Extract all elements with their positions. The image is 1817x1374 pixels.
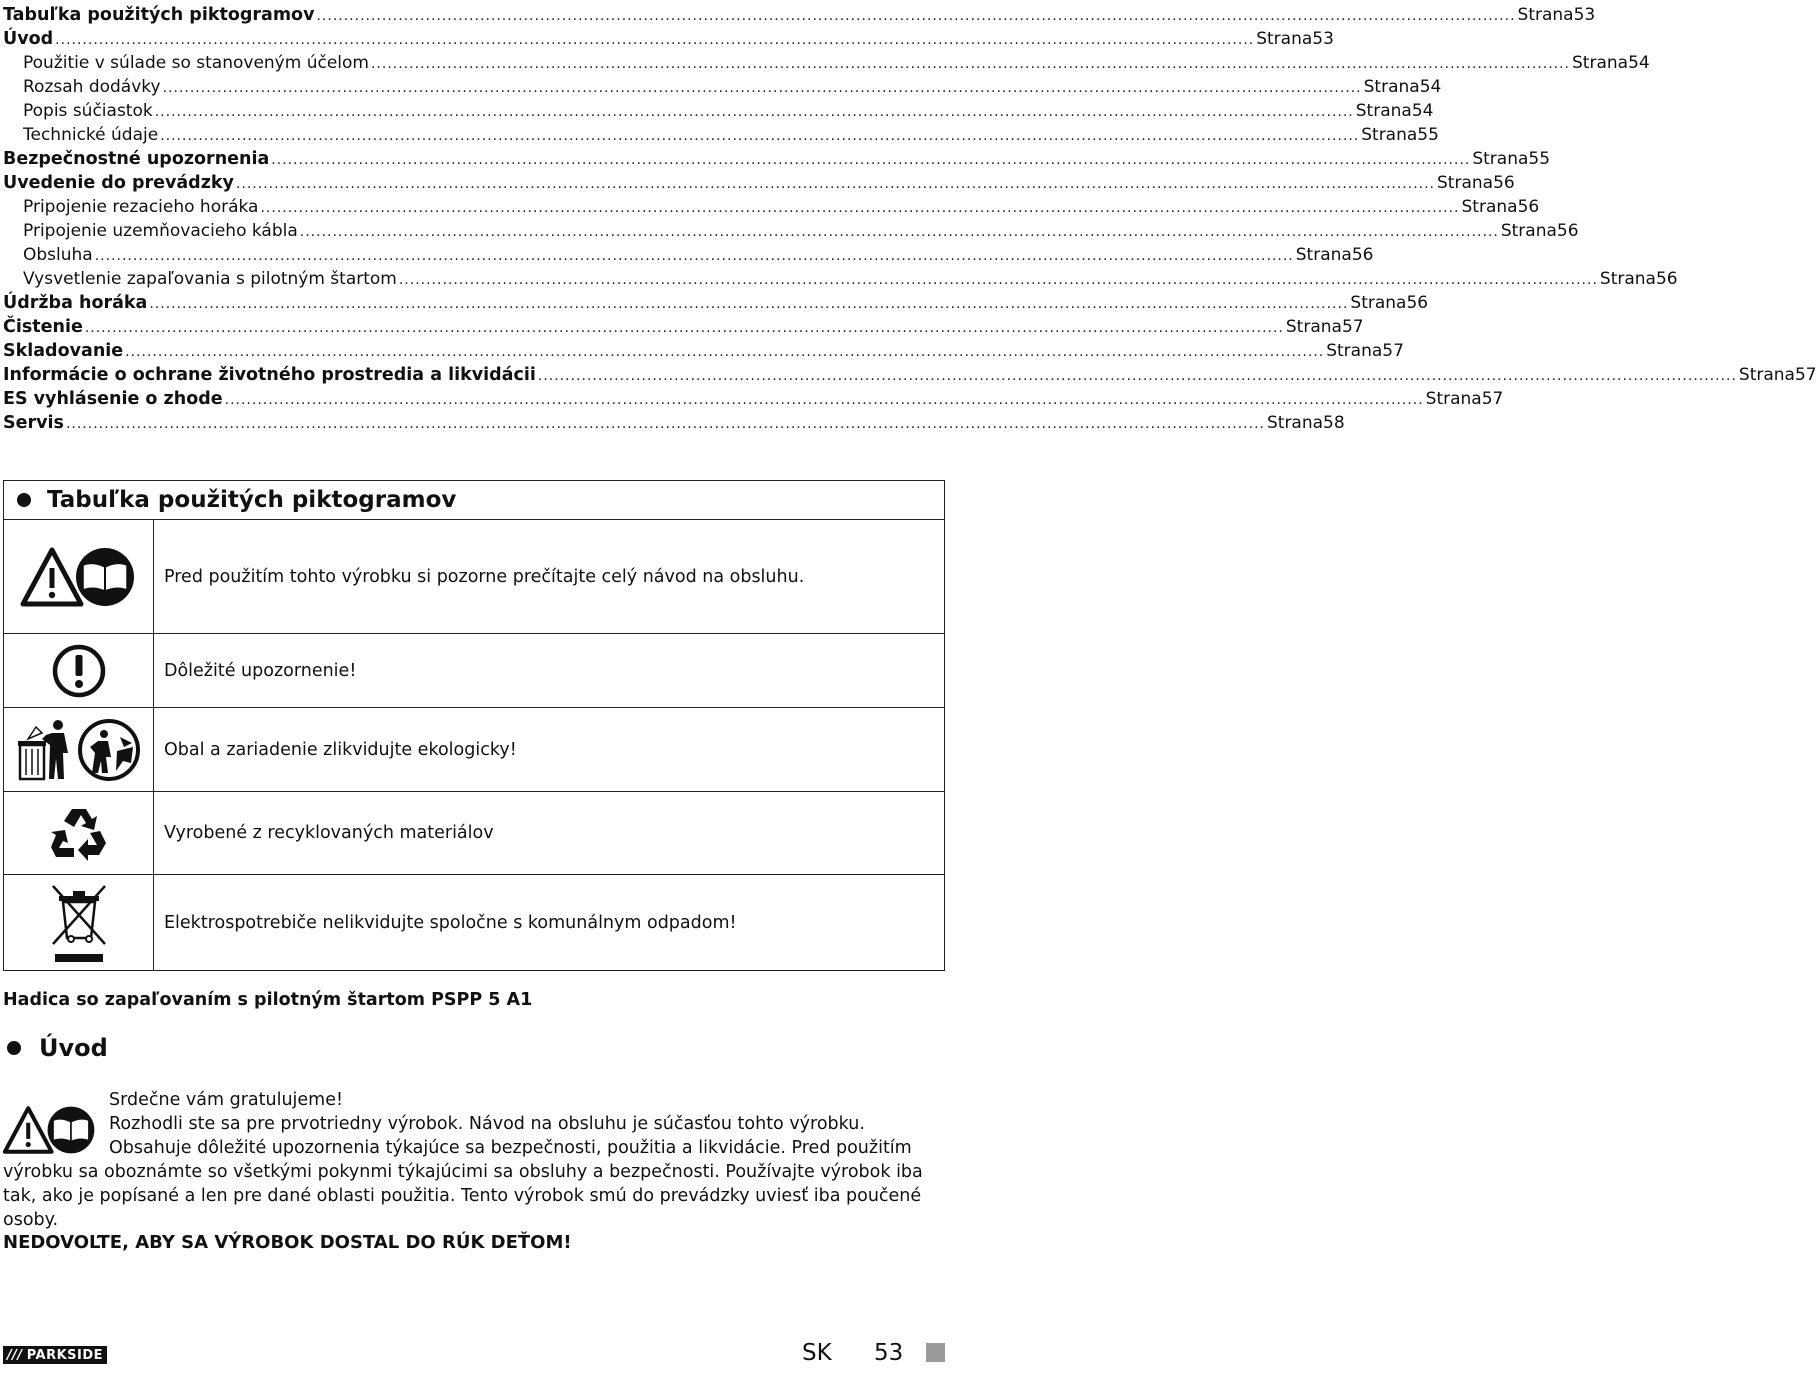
pictogram-description: Vyrobené z recyklovaných materiálov (164, 823, 494, 843)
warning-manual-icon (4, 520, 154, 633)
toc-entry-title: Použitie v súlade so stanoveným účelom (23, 53, 369, 73)
toc-entry-page: 53 (1573, 5, 1596, 25)
toc-entry-title: Popis súčiastok (23, 101, 153, 121)
toc-leader-dots: ............................................................................................................................................................................................................................ (65, 416, 1265, 432)
toc-entry-title: Tabuľka použitých piktogramov (3, 5, 315, 25)
toc-entry-page: 55 (1417, 125, 1439, 145)
toc-entry-page: 56 (1655, 269, 1678, 289)
toc-entry-strana: Strana (1472, 149, 1529, 169)
toc-entry-title: Čistenie (3, 317, 83, 337)
page-number: 53 (874, 1340, 904, 1366)
pictogram-row (4, 875, 944, 970)
toc-entry-title: Skladovanie (3, 341, 124, 361)
toc-entry-strana: Strana (1350, 293, 1407, 313)
pictogram-row (4, 792, 944, 875)
toc-entry[interactable] (3, 147, 1551, 171)
toc-entry-strana: Strana (1295, 245, 1352, 265)
toc-leader-dots: ............................................................................................................................................................................................................................ (160, 128, 1360, 144)
intro-text-block (3, 1088, 933, 1232)
brand-logo (3, 1346, 107, 1364)
pictogram-row (4, 708, 944, 792)
toc-leader-dots: ............................................................................................................................................................................................................................ (537, 368, 1737, 384)
toc-entry-title: Uvedenie do prevádzky (3, 173, 234, 193)
brand-name: PARKSIDE (26, 1347, 104, 1363)
toc-leader-dots: ............................................................................................................................................................................................................................ (154, 104, 1354, 120)
toc-entry-strana: Strana (1285, 317, 1342, 337)
pictogram-table-title: Tabuľka použitých piktogramov (47, 487, 457, 513)
toc-entry-strana: Strana (1599, 269, 1656, 289)
toc-entry-strana: Strana (1461, 197, 1518, 217)
intro-title: Úvod (39, 1034, 108, 1062)
toc-leader-dots: ............................................................................................................................................................................................................................ (149, 296, 1349, 312)
toc-entry[interactable] (3, 315, 1364, 339)
toc-entry-title: Úvod (3, 29, 54, 49)
toc-leader-dots: ............................................................................................................................................................................................................................ (398, 272, 1598, 288)
toc-entry[interactable] (3, 291, 1429, 315)
toc-entry-title: Informácie o ochrane životného prostredia a likvidácii (3, 365, 536, 385)
toc-entry-page: 54 (1419, 77, 1442, 97)
toc-leader-dots: ............................................................................................................................................................................................................................ (260, 200, 1460, 216)
toc-entry-page: 57 (1382, 341, 1404, 361)
toc-entry-strana: Strana (1326, 341, 1383, 361)
toc-leader-dots: ............................................................................................................................................................................................................................ (94, 248, 1294, 264)
toc-leader-dots: ............................................................................................................................................................................................................................ (235, 176, 1435, 192)
brand-slashes: /// (6, 1347, 23, 1363)
recycling-icon (4, 792, 154, 874)
toc-entry-strana: Strana (1425, 389, 1482, 409)
toc-entry-title: Obsluha (23, 245, 93, 265)
page-marker (926, 1343, 945, 1362)
toc-entry-strana: Strana (1266, 413, 1324, 433)
toc-entry-title: Servis (3, 413, 64, 433)
toc-entry[interactable] (3, 243, 1374, 267)
toc-entry-title: ES vyhlásenie o zhode (3, 389, 223, 409)
toc-leader-dots: ............................................................................................................................................................................................................................ (316, 8, 1516, 24)
toc-leader-dots: ............................................................................................................................................................................................................................ (299, 224, 1499, 240)
toc-entry[interactable] (3, 387, 1504, 411)
pictogram-description: Elektrospotrebiče nelikvidujte spoločne s komunálnym odpadom! (164, 912, 737, 933)
toc-entry-page: 56 (1493, 173, 1515, 193)
language-code: SK (802, 1340, 832, 1366)
toc-entry-strana: Strana (1738, 365, 1795, 385)
intro-paragraph: Rozhodli ste sa pre prvotriedny výrobok. Návod na obsluhu je súčasťou tohto výrobku. Obsahuje dôležité upozornenia týkajúce sa bezpečnosti, použitia a likvidácie. Pred použitím výrobku sa oboznámte so všetkými pokynmi týkajúcimi sa obsluhy a bezpečnosti. Používajte výrobok iba tak, ako je popísané a len pre dané oblasti použitia. Tento výrobok smú do prevádzky uviesť iba poučené osoby. (3, 1114, 923, 1230)
intro-heading (3, 1034, 108, 1062)
toc-leader-dots: ............................................................................................................................................................................................................................ (370, 56, 1571, 72)
exclamation-icon (4, 634, 154, 707)
toc-entry-title: Technické údaje (23, 125, 159, 145)
pictogram-table (3, 480, 945, 971)
pictogram-description: Dôležité upozornenie! (164, 660, 357, 681)
toc-entry[interactable] (3, 27, 1334, 51)
toc-entry-page: 57 (1794, 365, 1817, 385)
toc-entry-page: 56 (1406, 293, 1429, 313)
toc-leader-dots: ............................................................................................................................................................................................................................ (84, 320, 1284, 336)
toc-entry[interactable] (3, 411, 1345, 435)
toc-entry-strana: Strana (1572, 53, 1629, 73)
toc-entry-strana: Strana (1500, 221, 1557, 241)
pictogram-row (4, 634, 944, 708)
toc-entry-page: 54 (1628, 53, 1650, 73)
toc-entry-page: 58 (1323, 413, 1345, 433)
toc-entry-title: Pripojenie uzemňovacieho kábla (23, 221, 298, 241)
toc-entry-strana: Strana (1355, 101, 1412, 121)
toc-entry[interactable] (3, 195, 1540, 219)
toc-entry-page: 57 (1481, 389, 1504, 409)
toc-entry[interactable] (3, 3, 1596, 27)
toc-entry[interactable] (3, 339, 1404, 363)
toc-entry-page: 54 (1411, 101, 1434, 121)
bullet-icon (17, 493, 31, 507)
toc-entry-title: Bezpečnostné upozornenia (3, 149, 270, 169)
pictogram-row (4, 520, 944, 634)
intro-greeting: Srdečne vám gratulujeme! (109, 1090, 343, 1110)
dispose-recycle-icon (4, 708, 154, 791)
toc-entry-strana: Strana (1363, 77, 1420, 97)
toc-entry[interactable] (3, 171, 1515, 195)
toc-entry-page: 57 (1341, 317, 1364, 337)
pictogram-description: Obal a zariadenie zlikvidujte ekologicky! (164, 739, 517, 760)
toc-entry[interactable] (3, 51, 1650, 75)
children-warning: NEDOVOĽTE, ABY SA VÝROBOK DOSTAL DO RÚK DEŤOM! (3, 1232, 572, 1253)
toc-entry[interactable] (3, 99, 1434, 123)
toc-entry[interactable] (3, 267, 1678, 291)
toc-entry-page: 56 (1351, 245, 1374, 265)
product-title: Hadica so zapaľovaním s pilotným štartom PSPP 5 A1 (3, 990, 533, 1010)
toc-entry-title: Údržba horáka (3, 293, 148, 313)
toc-entry-page: 56 (1556, 221, 1579, 241)
toc-entry-page: 53 (1312, 29, 1334, 49)
bullet-icon (7, 1041, 21, 1055)
toc-leader-dots: ............................................................................................................................................................................................................................ (224, 392, 1424, 408)
toc-entry-strana: Strana (1517, 5, 1574, 25)
toc-leader-dots: ............................................................................................................................................................................................................................ (55, 32, 1255, 48)
table-of-contents (3, 3, 1817, 435)
toc-leader-dots: ............................................................................................................................................................................................................................ (271, 152, 1471, 168)
toc-entry-page: 55 (1528, 149, 1551, 169)
toc-entry-strana: Strana (1256, 29, 1313, 49)
toc-entry[interactable] (3, 123, 1439, 147)
crossed-bin-icon (4, 875, 154, 970)
toc-entry-page: 56 (1517, 197, 1540, 217)
toc-entry-strana: Strana (1437, 173, 1494, 193)
toc-entry-title: Vysvetlenie zapaľovania s pilotným štartom (23, 269, 397, 289)
toc-entry-strana: Strana (1361, 125, 1418, 145)
pictogram-description: Pred použitím tohto výrobku si pozorne prečítajte celý návod na obsluhu. (164, 566, 805, 587)
toc-leader-dots: ............................................................................................................................................................................................................................ (125, 344, 1325, 360)
toc-leader-dots: ............................................................................................................................................................................................................................ (162, 80, 1362, 96)
toc-entry[interactable] (3, 219, 1579, 243)
toc-entry-title: Pripojenie rezacieho horáka (23, 197, 259, 217)
toc-entry-title: Rozsah dodávky (23, 77, 161, 97)
warning-manual-icon (3, 1105, 97, 1159)
toc-entry[interactable] (3, 363, 1817, 387)
toc-entry[interactable] (3, 75, 1442, 99)
pictogram-table-header (4, 481, 944, 520)
